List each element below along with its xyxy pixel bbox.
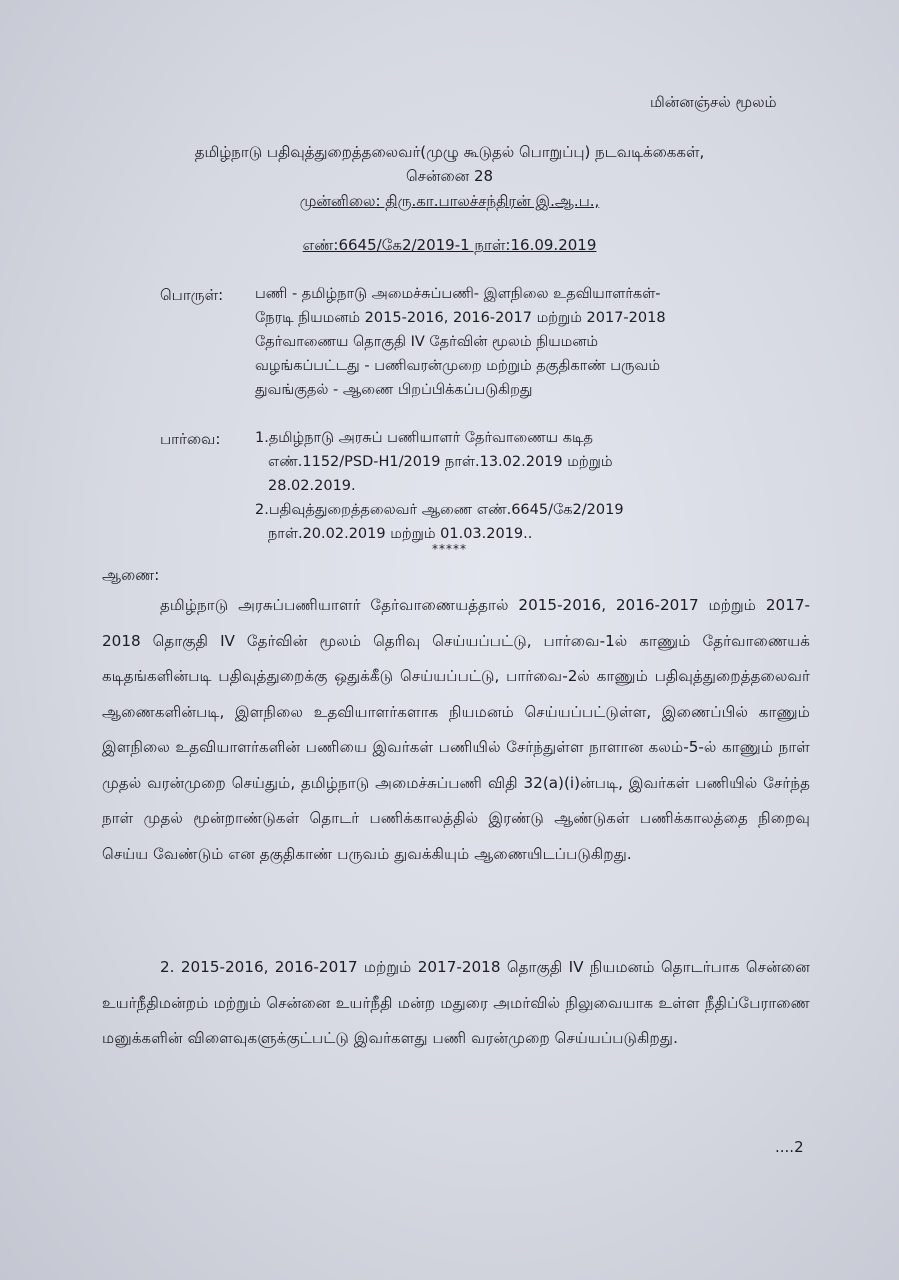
- office-title: தமிழ்நாடு பதிவுத்துறைத்தலைவர்(முழு கூடுதல் பொறுப்பு) நடவடிக்கைகள்,: [194, 143, 705, 161]
- subject-line: தேர்வாணைய தொகுதி IV தேர்வின் மூலம் நியமனம்: [255, 334, 599, 350]
- section-separator: *****: [432, 542, 467, 556]
- presiding-officer: முன்னிலை: திரு.கா.பாலச்சந்திரன் இ.ஆ.ப.,: [299, 192, 600, 210]
- subject-label: பொருள்:: [160, 286, 224, 304]
- subject-line: நேரடி நியமனம் 2015-2016, 2016-2017 மற்றும் 2017-2018: [255, 310, 666, 326]
- page-number: ....2: [775, 1138, 804, 1156]
- subject-line: துவங்குதல் - ஆணை பிறப்பிக்கப்படுகிறது: [255, 382, 533, 398]
- reference-label: பார்வை:: [160, 430, 221, 448]
- order-paragraph-1: தமிழ்நாடு அரசுப்பணியாளர் தேர்வாணையத்தால் 2015-2016, 2016-2017 மற்றும் 2017-2018 தொகுதி IV தேர்வின் மூலம் தெரிவு செய்யப்பட்டு, பார்வை-1ல் காணும் தேர்வாணையக் கடிதங்களின்படி பதிவுத்துறைக்கு ஒதுக்கீடு செய்யப்பட்டு, பார்வை-2ல் காணும் பதிவுத்துறைத்தலைவர் ஆணைகளின்படி, இளநிலை உதவியாளர்களாக நியமனம் செய்யப்பட்டுள்ள, இணைப்பில் காணும் இளநிலை உதவியாளர்களின் பணியை இவர்கள் பணியில் சேர்ந்துள்ள நாளான கலம்-5-ல் காணும் நாள் முதல் வரன்முறை செய்தும், தமிழ்நாடு அமைச்சுப்பணி விதி 32(a)(i)ன்படி, இவர்கள் பணியில் சேர்ந்த நாள் முதல் மூன்றாண்டுகள் தொடர் பணிக்காலத்தில் இரண்டு ஆண்டுகள் பணிக்காலத்தை நிறைவு செய்ய வேண்டும் என தகுதிகாண் பருவம் துவக்கியும் ஆணையிடப்படுகிறது.: [102, 596, 810, 863]
- subject-line: வழங்கப்பட்டது - பணிவரன்முறை மற்றும் தகுதிகாண் பருவம்: [255, 358, 661, 374]
- reference-line: 28.02.2019.: [268, 478, 356, 494]
- reference-line: எண்.1152/PSD-H1/2019 நாள்.13.02.2019 மற்றும்: [268, 454, 613, 470]
- delivery-mode-note: மின்னஞ்சல் மூலம்: [650, 93, 777, 111]
- office-location: சென்னை 28: [405, 167, 494, 185]
- reference-line: 2.பதிவுத்துறைத்தலைவர் ஆணை எண்.6645/கே2/2019: [255, 502, 624, 518]
- order-label: ஆணை:: [102, 566, 160, 584]
- reference-number: எண்:6645/கே2/2019-1 நாள்:16.09.2019: [302, 236, 597, 254]
- reference-line: நாள்.20.02.2019 மற்றும் 01.03.2019..: [268, 526, 533, 542]
- subject-line: பணி - தமிழ்நாடு அமைச்சுப்பணி- இளநிலை உதவியாளர்கள்-: [255, 286, 661, 302]
- order-paragraph-2: 2. 2015-2016, 2016-2017 மற்றும் 2017-2018 தொகுதி IV நியமனம் தொடர்பாக சென்னை உயர்நீதிமன்றம் மற்றும் சென்னை உயர்நீதி மன்ற மதுரை அமர்வில் நிலுவையாக உள்ள நீதிப்பேராணை மனுக்களின் விளைவுகளுக்குட்பட்டு இவர்களது பணி வரன்முறை செய்யப்படுகிறது.: [102, 958, 810, 1047]
- reference-line: 1.தமிழ்நாடு அரசுப் பணியாளர் தேர்வாணைய கடித: [255, 430, 593, 446]
